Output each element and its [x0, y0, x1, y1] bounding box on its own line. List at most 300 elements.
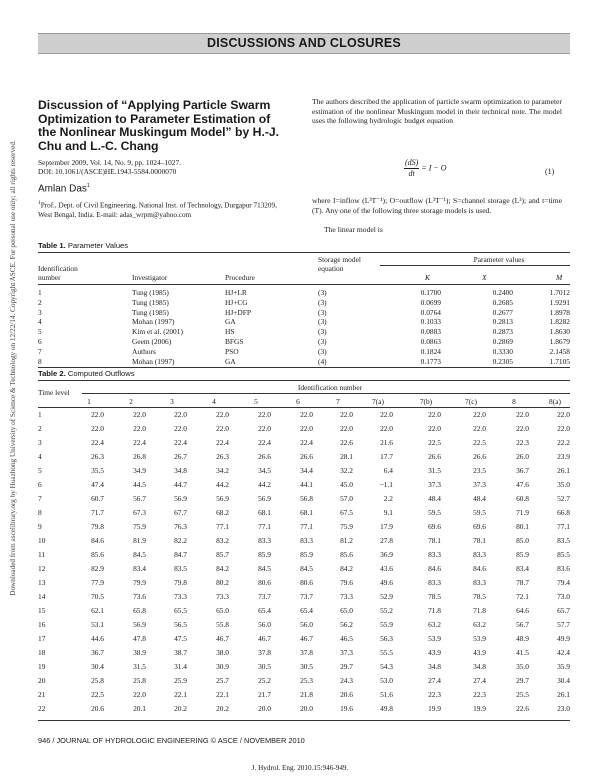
table1-cell: 0.1773 — [420, 356, 441, 366]
table1-cell: 4 — [38, 317, 42, 327]
table2-column-header: 7(a) — [372, 397, 384, 406]
table2-cell: 27.4 — [428, 676, 441, 685]
equation-1: $\frac{(dS)}{dt}$ = I − O — [405, 158, 447, 178]
table2-cell: 26.1 — [557, 690, 570, 699]
table2-cell: 21.8 — [300, 690, 313, 699]
table2-cell: 20.2 — [216, 704, 229, 713]
table1-cell: 1.9291 — [549, 297, 570, 307]
table2-cell: 56.9 — [133, 620, 146, 629]
table1-bottom-rule — [38, 367, 570, 368]
section-banner: DISCUSSIONS AND CLOSURES — [38, 33, 570, 54]
table2-cell: 56.9 — [216, 494, 229, 503]
table1-cell: 7 — [38, 346, 42, 356]
table2-cell: 34.5 — [258, 466, 271, 475]
table2-cell: 62.1 — [91, 606, 104, 615]
table2-cell: 44.2 — [258, 480, 271, 489]
table2-cell: 67.3 — [133, 508, 146, 517]
table1-cell: 0.1033 — [420, 317, 441, 327]
table2-cell: 84.2 — [216, 564, 229, 573]
table2-cell: 22.4 — [133, 438, 146, 447]
table2-cell: 23.5 — [473, 466, 486, 475]
table2-cell: 84.6 — [91, 536, 104, 545]
table1-cell: Kim et al. (2001) — [132, 327, 183, 337]
table1-cell: HJ+DFP — [225, 307, 251, 317]
table2-column-header: 4 — [212, 397, 216, 406]
table1-cell: 0.3330 — [492, 346, 513, 356]
table2-cell: 38.9 — [133, 648, 146, 657]
table1-cell: 6 — [38, 337, 42, 346]
table1-cell: 2 — [38, 297, 42, 307]
table1-cell: (3) — [318, 307, 327, 317]
table2-cell: 22.0 — [380, 424, 393, 433]
table2-cell: 26.8 — [133, 452, 146, 461]
table1-cell: (3) — [318, 327, 327, 337]
table1-cell: (3) — [318, 317, 327, 327]
table2-cell: 84.5 — [133, 550, 146, 559]
table2-cell: 84.2 — [340, 564, 353, 573]
table2-cell: 21.7 — [258, 690, 271, 699]
table1-cell: 0.0699 — [420, 297, 441, 307]
table2-cell: 22.5 — [428, 438, 441, 447]
table2-column-header: 8 — [512, 397, 516, 406]
table2-cell: 85.9 — [258, 550, 271, 559]
table2-cell: 46.7 — [300, 634, 313, 643]
table1-cell: 1.8630 — [549, 327, 570, 337]
table2-cell: 22.0 — [428, 410, 441, 419]
table2-cell: 26.6 — [473, 452, 486, 461]
table1-cell: Authors — [132, 346, 156, 356]
table2-cell: 30.5 — [258, 662, 271, 671]
table2-cell: 37.3 — [340, 648, 353, 657]
table1-caption: Table 1. Parameter Values — [38, 241, 129, 250]
table2-cell: 55.8 — [216, 620, 229, 629]
table2-cell: 43.9 — [428, 648, 441, 657]
table1-header-m: M — [556, 273, 563, 282]
table2-cell: 22.0 — [473, 424, 486, 433]
table2-cell: 56.2 — [340, 620, 353, 629]
table1-cell: PSO — [225, 346, 239, 356]
table2-cell: 35.0 — [557, 480, 570, 489]
table2-cell: 42.4 — [557, 648, 570, 657]
table2-cell: 57.0 — [340, 494, 353, 503]
author-name: Amlan Das$^1$ — [38, 183, 90, 195]
table2-cell: 34.4 — [300, 466, 313, 475]
table2-cell: 26.1 — [557, 466, 570, 475]
table2-column-header: 7(c) — [465, 397, 477, 406]
table1-header-k: K — [425, 273, 430, 282]
table2-cell: 2.2 — [383, 494, 393, 503]
table2-cell: 22.0 — [340, 410, 353, 419]
table2-cell: 43.6 — [380, 564, 393, 573]
table1-cell: 2.1458 — [549, 346, 570, 356]
table2-cell: 47.6 — [516, 480, 529, 489]
table2-cell: 17.9 — [380, 522, 393, 531]
download-side-note: Downloaded from ascelibrary.org by Huazhong University of Science & Technology on 12/22/14. Copyright ASCE. For personal use only; all rights reserved. — [9, 140, 17, 596]
table2-cell: 83.5 — [174, 564, 187, 573]
table2-cell: 65.4 — [300, 606, 313, 615]
table2-cell: 51.6 — [380, 690, 393, 699]
table2-cell: 23.0 — [557, 704, 570, 713]
table2-cell: 75.9 — [133, 522, 146, 531]
table2-cell: 19.9 — [428, 704, 441, 713]
table2-cell: 22.0 — [133, 424, 146, 433]
table2-cell: 84.7 — [174, 550, 187, 559]
table2-cell: 34.8 — [174, 466, 187, 475]
table1-cell: Tung (1985) — [132, 297, 169, 307]
table2-cell: 85.6 — [340, 550, 353, 559]
table2-cell: 48.9 — [516, 634, 529, 643]
table1-cell: 0.2305 — [492, 356, 513, 366]
table2-cell: 78.1 — [473, 536, 486, 545]
table2-cell: 73.7 — [300, 592, 313, 601]
table1-params-rule — [380, 265, 570, 266]
table2-cell: 77.9 — [91, 578, 104, 587]
table2-cell: 20.6 — [91, 704, 104, 713]
table2-cell: 26.6 — [258, 452, 271, 461]
table2-cell: 22.0 — [516, 424, 529, 433]
table2-cell: 46.7 — [258, 634, 271, 643]
table1-cell: Tung (1985) — [132, 288, 169, 297]
table1-cell: (3) — [318, 346, 327, 356]
table2-time-level: 11 — [38, 550, 46, 559]
table2-cell: 43.9 — [473, 648, 486, 657]
table2-cell: 73.0 — [557, 592, 570, 601]
table1-header-rule — [38, 284, 570, 285]
table2-cell: 85.7 — [216, 550, 229, 559]
table2-time-level: 21 — [38, 690, 46, 699]
table2-cell: 34.8 — [473, 662, 486, 671]
table2-time-level: 8 — [38, 508, 42, 517]
table2-cell: 83.6 — [557, 564, 570, 573]
table2-cell: 56.9 — [174, 494, 187, 503]
table2-column-header: 2 — [129, 397, 133, 406]
table2-cell: 56.7 — [516, 620, 529, 629]
table2-cell: 36.7 — [91, 648, 104, 657]
table2-cell: 54.3 — [380, 662, 393, 671]
table2-column-header: 7(b) — [419, 397, 433, 406]
table2-time-level: 6 — [38, 480, 42, 489]
table2-cell: 67.7 — [174, 508, 187, 517]
table2-cell: 46.7 — [216, 634, 229, 643]
table2-cell: 22.3 — [428, 690, 441, 699]
table2-cell: 57.7 — [557, 620, 570, 629]
table2-cell: 64.6 — [516, 606, 529, 615]
table2-cell: 25.7 — [216, 676, 229, 685]
table2-cell: 22.4 — [300, 438, 313, 447]
table2-cell: 22.0 — [91, 410, 104, 419]
table2-cell: 32.2 — [340, 466, 353, 475]
table2-cell: 44.1 — [300, 480, 313, 489]
table2-cell: 81.9 — [133, 536, 146, 545]
table2-cell: 22.0 — [216, 424, 229, 433]
table2-cell: 45.0 — [340, 480, 353, 489]
table2-cell: 37.3 — [428, 480, 441, 489]
table1-cell: Mohan (1997) — [132, 356, 175, 366]
table1-header-storage: Storage model equation — [318, 255, 361, 273]
table2-cell: 36.7 — [516, 466, 529, 475]
table2-cell: 71.8 — [428, 606, 441, 615]
table2-cell: 77.1 — [300, 522, 313, 531]
table2-cell: 85.9 — [300, 550, 313, 559]
table2-cell: 84.5 — [258, 564, 271, 573]
table2-cell: 20.0 — [258, 704, 271, 713]
table2-cell: 44.7 — [174, 480, 187, 489]
table2-cell: 56.0 — [300, 620, 313, 629]
table2-cell: 56.7 — [133, 494, 146, 503]
table2-time-level: 17 — [38, 634, 46, 643]
table1-cell: Tung (1985) — [132, 307, 169, 317]
table2-cell: 22.0 — [174, 424, 187, 433]
table2-cell: 55.9 — [380, 620, 393, 629]
table1-cell: 1.8282 — [549, 317, 570, 327]
table2-cell: 46.5 — [340, 634, 353, 643]
table2-cell: 67.5 — [340, 508, 353, 517]
table2-cell: 78.5 — [473, 592, 486, 601]
table2-cell: 22.3 — [473, 690, 486, 699]
table1-cell: 0.1700 — [420, 288, 441, 297]
table2-caption: Table 2. Computed Outflows — [38, 369, 135, 378]
table2-cell: 55.5 — [380, 648, 393, 657]
table2-cell: 84.6 — [473, 564, 486, 573]
table2-cell: 22.6 — [340, 438, 353, 447]
table1-header-procedure: Procedure — [225, 273, 255, 282]
table2-cell: 56.5 — [174, 620, 187, 629]
table2-cell: 21.6 — [380, 438, 393, 447]
table2-cell: 77.1 — [258, 522, 271, 531]
equation-number: (1) — [545, 167, 555, 176]
table2-cell: 30.4 — [557, 676, 570, 685]
table2-cell: 80.1 — [516, 522, 529, 531]
table2-cell: 49.9 — [557, 634, 570, 643]
table2-cell: 53.9 — [473, 634, 486, 643]
table2-cell: 56.0 — [258, 620, 271, 629]
table2-cell: 60.7 — [91, 494, 104, 503]
table2-time-level: 18 — [38, 648, 46, 657]
table1-cell: 0.2400 — [492, 288, 513, 297]
table1-cell: 1.8679 — [549, 337, 570, 346]
table2-cell: 22.0 — [380, 410, 393, 419]
table1-cell: (3) — [318, 288, 327, 297]
table2-bottom-rule — [38, 720, 570, 721]
table2-cell: 53.9 — [428, 634, 441, 643]
table2-cell: 59.5 — [428, 508, 441, 517]
table2-cell: 71.8 — [473, 606, 486, 615]
table2-cell: 44.2 — [216, 480, 229, 489]
table2-time-level: 1 — [38, 410, 42, 419]
table2-cell: 66.8 — [557, 508, 570, 517]
table2-cell: 79.4 — [557, 578, 570, 587]
table2-cell: 65.0 — [340, 606, 353, 615]
table2-cell: 83.3 — [428, 578, 441, 587]
table2-cell: 73.3 — [174, 592, 187, 601]
table2-cell: 6.4 — [383, 466, 393, 475]
table2-cell: 38.7 — [174, 648, 187, 657]
table2-cell: 28.1 — [340, 452, 353, 461]
table2-cell: 17.7 — [380, 452, 393, 461]
table2-cell: 22.2 — [557, 438, 570, 447]
table1-cell: HJ+CG — [225, 297, 248, 307]
table2-header-rule — [38, 407, 570, 408]
table2-cell: 25.3 — [300, 676, 313, 685]
table2-cell: 34.2 — [216, 466, 229, 475]
table1-cell: 0.2873 — [492, 327, 513, 337]
table2-column-header: 6 — [296, 397, 300, 406]
table2-cell: 73.3 — [340, 592, 353, 601]
table2-cell: 25.8 — [133, 676, 146, 685]
table2-cell: 36.9 — [380, 550, 393, 559]
table2-time-level: 4 — [38, 452, 42, 461]
table2-cell: 84.6 — [428, 564, 441, 573]
table2-cell: 63.2 — [473, 620, 486, 629]
table2-cell: 85.5 — [557, 550, 570, 559]
table2-cell: 56.8 — [300, 494, 313, 503]
table1-cell: (3) — [318, 297, 327, 307]
table2-cell: 20.2 — [174, 704, 187, 713]
table2-cell: 60.8 — [516, 494, 529, 503]
table2-cell: 20.0 — [300, 704, 313, 713]
table2-cell: 73.3 — [216, 592, 229, 601]
table2-cell: 80.6 — [300, 578, 313, 587]
table2-cell: 22.0 — [133, 410, 146, 419]
table2-cell: 20.1 — [133, 704, 146, 713]
table2-cell: 71.9 — [516, 508, 529, 517]
table2-cell: 69.6 — [473, 522, 486, 531]
table2-cell: 56.9 — [258, 494, 271, 503]
linear-model-lead: The linear model is — [324, 225, 383, 234]
table2-cell: 35.0 — [516, 662, 529, 671]
table2-cell: 85.0 — [516, 536, 529, 545]
table2-time-level: 3 — [38, 438, 42, 447]
table2-cell: 22.5 — [473, 438, 486, 447]
table2-cell: 65.7 — [557, 606, 570, 615]
table2-cell: 22.0 — [133, 690, 146, 699]
table2-cell: 80.2 — [216, 578, 229, 587]
table2-cell: 19.9 — [473, 704, 486, 713]
table2-cell: 44.5 — [133, 480, 146, 489]
table2-cell: 30.9 — [216, 662, 229, 671]
table1-cell: 8 — [38, 356, 42, 366]
table2-cell: 22.6 — [516, 704, 529, 713]
table1-top-rule — [38, 252, 570, 253]
table2-cell: 83.5 — [557, 536, 570, 545]
table2-cell: 31.4 — [174, 662, 187, 671]
table2-cell: 82.2 — [174, 536, 187, 545]
table2-column-header: 7 — [336, 397, 340, 406]
table2-cell: 29.7 — [340, 662, 353, 671]
table2-cell: 79.8 — [174, 578, 187, 587]
table2-cell: 31.5 — [133, 662, 146, 671]
table2-time-level: 7 — [38, 494, 42, 503]
table2-cell: 26.6 — [428, 452, 441, 461]
table1-cell: 0.0883 — [420, 327, 441, 337]
table2-cell: 26.7 — [174, 452, 187, 461]
table2-cell: 22.0 — [258, 410, 271, 419]
table2-cell: 84.5 — [300, 564, 313, 573]
table2-cell: 78.5 — [428, 592, 441, 601]
table2-id-rule — [82, 393, 570, 394]
table2-cell: 25.2 — [258, 676, 271, 685]
table2-cell: 78.7 — [516, 578, 529, 587]
table2-cell: 38.0 — [216, 648, 229, 657]
journal-reference: J. Hydrol. Eng. 2010.15:946-949. — [251, 764, 349, 772]
table2-cell: 41.5 — [516, 648, 529, 657]
article-title: Discussion of “Applying Particle Swarm Optimization to Parameter Estimation of the Nonlinear Muskingum Model” by H.-J. Chu and L.-C. Chang — [38, 98, 280, 153]
table2-cell: 83.4 — [516, 564, 529, 573]
table2-header-id: Identification number — [297, 383, 363, 392]
table2-cell: 22.0 — [340, 424, 353, 433]
table2-column-header: 5 — [254, 397, 258, 406]
table1-cell: Mohan (1997) — [132, 317, 175, 327]
table2-time-level: 22 — [38, 704, 46, 713]
table2-time-level: 10 — [38, 536, 46, 545]
table2-cell: 78.1 — [428, 536, 441, 545]
table2-cell: 59.5 — [473, 508, 486, 517]
table2-cell: 22.1 — [216, 690, 229, 699]
table2-cell: 34.9 — [133, 466, 146, 475]
page-footer: 946 / JOURNAL OF HYDROLOGIC ENGINEERING © ASCE / NOVEMBER 2010 — [38, 736, 305, 745]
table2-cell: 68.1 — [258, 508, 271, 517]
table1-cell: 0.2685 — [492, 297, 513, 307]
table2-cell: 30.5 — [300, 662, 313, 671]
table2-cell: 22.0 — [428, 424, 441, 433]
table1-cell: 1.7105 — [549, 356, 570, 366]
table2-cell: 49.6 — [380, 578, 393, 587]
table2-time-level: 12 — [38, 564, 46, 573]
table2-cell: 19.6 — [340, 704, 353, 713]
table2-cell: −1.1 — [379, 480, 393, 489]
table1-header-params: Parameter values — [473, 255, 525, 264]
table1-cell: HS — [225, 327, 235, 337]
table2-cell: 68.2 — [216, 508, 229, 517]
table2-cell: 22.1 — [174, 690, 187, 699]
table2-cell: 79.8 — [91, 522, 104, 531]
table2-cell: 47.4 — [91, 480, 104, 489]
table2-cell: 83.3 — [300, 536, 313, 545]
table2-cell: 76.3 — [174, 522, 187, 531]
table2-cell: 37.8 — [258, 648, 271, 657]
table2-cell: 82.9 — [91, 564, 104, 573]
variable-definitions: where I=inflow (L³T⁻¹); O=outflow (L³T⁻¹); S=channel storage (L³); and t=time (T). Any one of the following three storage models is used. — [312, 196, 562, 215]
table2-cell: 37.3 — [473, 480, 486, 489]
table2-cell: 83.3 — [428, 550, 441, 559]
table2-header-time: Time level — [38, 388, 70, 397]
table2-cell: 56.3 — [380, 634, 393, 643]
table2-cell: 69.6 — [428, 522, 441, 531]
table1-cell: Geem (2006) — [132, 337, 172, 346]
table2-cell: 9.1 — [383, 508, 393, 517]
table2-cell: 52.9 — [380, 592, 393, 601]
table2-cell: 81.2 — [340, 536, 353, 545]
author-affiliation: $^1$Prof., Dept. of Civil Engineering, National Inst. of Technology, Durgapur 713209, West Bengal, India. E-mail: adas_wrpm@yahoo.com — [38, 200, 277, 219]
table2-cell: 47.5 — [174, 634, 187, 643]
table1-cell: GA — [225, 317, 236, 327]
table2-cell: 83.4 — [133, 564, 146, 573]
table1-cell: 0.1824 — [420, 346, 441, 356]
table2-cell: 73.6 — [133, 592, 146, 601]
table2-cell: 25.9 — [174, 676, 187, 685]
table2-cell: 77.1 — [216, 522, 229, 531]
table1-cell: HJ+LR — [225, 288, 247, 297]
table2-cell: 29.7 — [516, 676, 529, 685]
table2-time-level: 19 — [38, 662, 46, 671]
table1-cell: 3 — [38, 307, 42, 317]
table2-cell: 80.6 — [258, 578, 271, 587]
table2-time-level: 13 — [38, 578, 46, 587]
table2-cell: 53.1 — [91, 620, 104, 629]
table2-cell: 79.6 — [340, 578, 353, 587]
table2-top-rule — [38, 380, 570, 381]
table2-cell: 34.8 — [428, 662, 441, 671]
